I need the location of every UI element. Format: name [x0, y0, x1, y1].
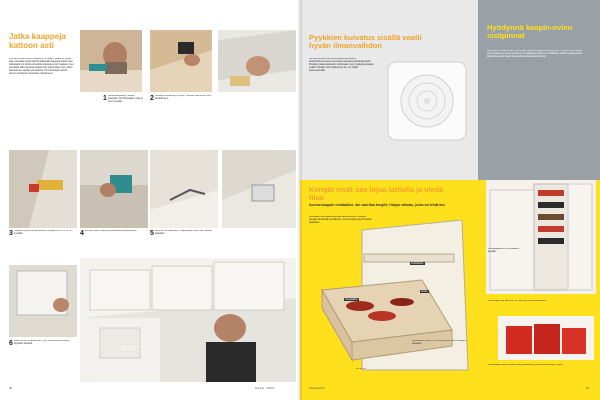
photo-step-2: [150, 30, 212, 92]
step-2-number: 2: [150, 95, 154, 102]
step-5-text: [150, 230, 220, 254]
step-5-desc: Asenna ovet paikalleen. Säädä saranoista ovien rakoset tasaisiksi.: [154, 230, 213, 236]
step-3-desc: Tuikkaa runko kiinni alkuperäisiin kaappeihin 4,0 x 16 mm ruuveilla.: [13, 230, 73, 236]
photo-cabinet-top: [218, 30, 296, 92]
left-footer-mag: Tee Itse · 4/2017: [255, 387, 275, 390]
closet-text: Kaapinovien sisäpinnoille voi kiinnittää kapeita hyllyjä ja koukkuja, joihin mahtuvat esimerkiksi siivousvälineet ja pienet tarvikkeet. Kenkäkaapin ovissa on kenkäteline, jolloin kengät pysyvät järjestyksessä ja kaapin tila saadaan tehokkaasti käyttöön.: [487, 50, 582, 59]
label-rails: Kiskot: [421, 290, 428, 293]
label-shoe-rack: Kenkäteline: [411, 262, 424, 265]
step-4-number: 4: [80, 230, 84, 237]
shoe-text: Vetolaatikot kannattaa rakentaa kalustelevystä. Laatikon pohjaan kiinnitetään kenkäteline, jossa kengät pysyvät siististi paikallaan.: [309, 216, 372, 225]
step-3-text: [9, 230, 75, 254]
shoe-subtitle: Asenna kaappiin vetolaatikot, niin saat tilaa kengille. Helppo ratkaisu, jonka voi tehdä itse.: [309, 203, 446, 207]
step-1-desc: Sahaa kalustelevyt oikean kokoisiksi. Kiinnitä kaapin pohja ja sivut ruuveilla.: [107, 95, 143, 104]
closet-panel: [478, 0, 600, 180]
photo-step-1: [80, 30, 142, 92]
closet-title: Hyödynnä kaapin-ovien sisäpinnat: [487, 23, 573, 41]
photo-step-3b: [80, 150, 148, 228]
step-5-number: 5: [150, 230, 154, 237]
right-page-number: 99: [586, 387, 589, 390]
photo-step-6: [9, 265, 77, 337]
photo-storage-boxes: [498, 316, 594, 360]
step-6-text: [9, 340, 77, 370]
shoe-title: Kengät eivät saa lojua lattialla ja viedä tilaa: [309, 185, 444, 202]
note-2: Jos kengät ovat valmiina, ne mahtuvat helposti laatikoihin.: [488, 300, 548, 302]
note-1: Kenkäkaapissa on vetolaatikot kengille.: [488, 248, 520, 254]
step-1-text: [103, 95, 145, 117]
intro-text: Jos kodinhoitohuoneen kaappeihin ei kaapin päällä on tyhjää tilaa, kannattaa hyödyntää tila jatkamalla kaappeja kattoon asti. Jatkokaapit voi tehdä esimerkiksi kalustelevystä. Kaappien ovet kannattaa tilata samasta sarjasta kuin alkuperäiset ovet, jolloin kokonaisuus näyttää yhtenäiseltä. Ylimmät kaapit sopivat harvoin tarvittavien tavaroiden säilytykseen.: [9, 58, 74, 76]
photo-step-4: [150, 150, 218, 228]
page-title: Jatka kaappeja kattoon asti: [9, 32, 66, 50]
fan-icon: [384, 58, 470, 144]
left-page-number: 98: [9, 387, 12, 390]
step-2-text: [150, 95, 212, 115]
photo-caption: Kaappien ovet kannattaa tilata samasta sarjasta.: [118, 346, 149, 352]
label-drawer: Vetolaatikko: [345, 298, 358, 301]
photo-step-3a: [9, 150, 77, 228]
right-page: [300, 0, 600, 400]
photo-shoe-cabinet-open: [486, 180, 596, 294]
step-1-number: 1: [103, 95, 107, 102]
step-4-desc: Merkitse ovien paikat ja porausreiät saranakupeille.: [84, 230, 138, 232]
right-footer-mag: www.teeitse.fi: [309, 387, 325, 390]
vent-text: Jos asunnossa ei ole koneellista ilmanvaihtoa, kodinhoitohuoneeseen kannattaa asentaa poistoilmapuhallin. Puhallin poistaa kosteuden tehokkaasti, kun pyykkejä kuivataan sisällä. Puhallin toimii hiljaisesti ja sen voi ohjata kosteusanturilla.: [309, 58, 374, 73]
spine: [297, 0, 303, 400]
photo-finished-cabinets: [80, 258, 296, 382]
step-6-number: 6: [9, 340, 13, 347]
step-3-number: 3: [9, 230, 13, 237]
photo-step-5: [222, 150, 296, 228]
shoe-panel: [300, 180, 600, 400]
step-2-desc: Liimaa ja ruuvaa levyt yhteen. Tarkista mitat ennen kuin kiinnität levyt.: [154, 95, 212, 101]
step-6-desc: Asenna ovet ja säädä ovet. Ovet tulevat kattoon asti ja näyttävät siisteiltä.: [13, 340, 70, 346]
measurement-label: 20–23 cm: [356, 368, 367, 370]
dimension-note: Vetolaatikko, joka on 3–4 levyjä syvä, mahtuu kaapin alaosaan.: [412, 340, 466, 346]
ventilation-panel: [300, 0, 478, 180]
vent-title: Pyykkien kuivatus sisällä vaatii hyvän ilmanvaihdon: [309, 33, 422, 51]
step-4-text: [80, 230, 146, 254]
note-3: Kenkäkaappi täydennetään säilytyslaatikoilla, jotka sopivat kaapin hyllyille.: [488, 364, 564, 366]
